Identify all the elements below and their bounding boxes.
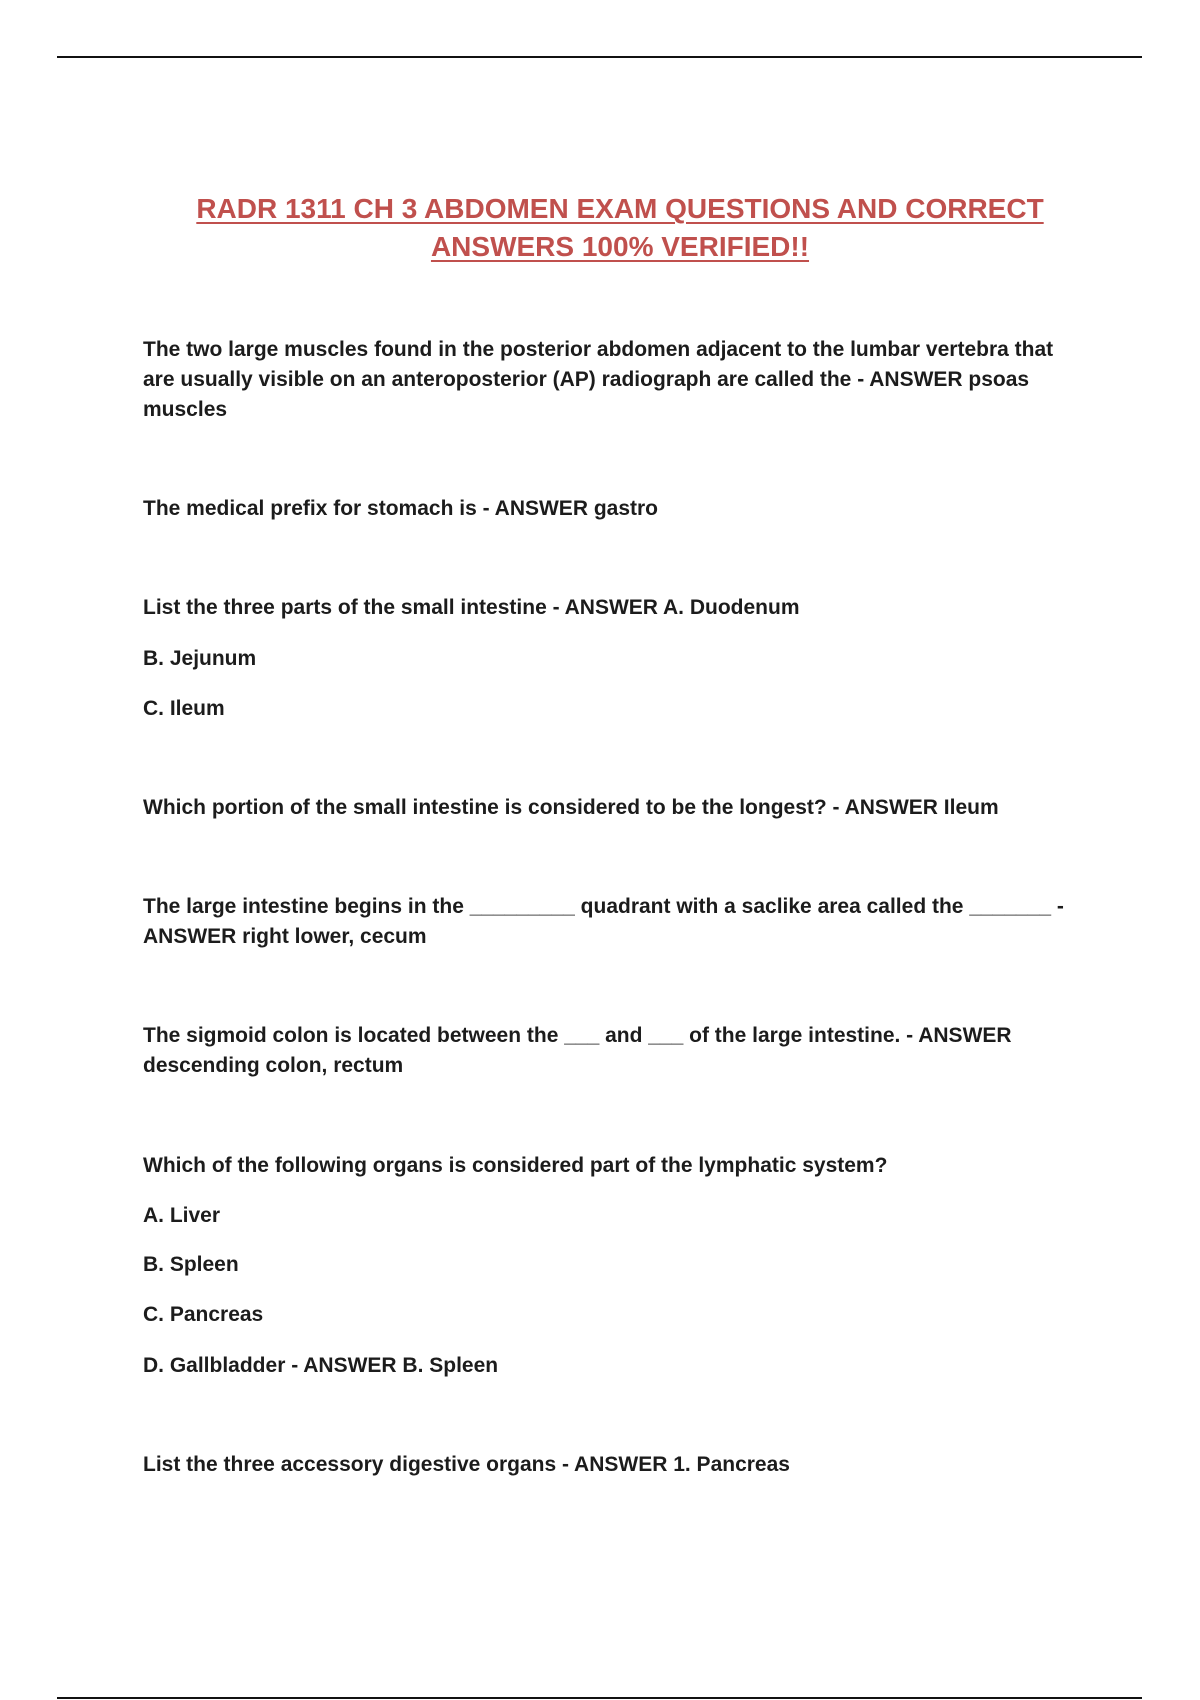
qa-lymphatic-question: Which of the following organs is considered part of the lymphatic system? (143, 1154, 888, 1177)
qa-large-intestine-begins: The large intestine begins in the _________ quadrant with a saclike area called the _______ - ANSWER right lower, cecum (143, 895, 1064, 948)
document-title (120, 190, 1120, 266)
qa-option-pancreas: C. Pancreas (143, 1303, 264, 1326)
qa-psoas: The two large muscles found in the posterior abdomen adjacent to the lumbar vertebra that are usually visible on an anteroposterior (AP) radiograph are called the - ANSWER psoas muscles (143, 338, 1054, 421)
qa-option-liver: A. Liver (143, 1204, 221, 1227)
qa-stomach-prefix: The medical prefix for stomach is - ANSWER gastro (143, 497, 658, 520)
top-rule (57, 56, 1142, 58)
qa-option-jejunum: B. Jejunum (143, 647, 257, 670)
qa-longest-portion: Which portion of the small intestine is considered to be the longest? - ANSWER Ileum (143, 796, 999, 819)
title-line-1: RADR 1311 CH 3 ABDOMEN EXAM QUESTIONS AND CORRECT (196, 193, 1044, 224)
qa-small-intestine-parts: List the three parts of the small intestine - ANSWER A. Duodenum (143, 596, 800, 619)
qa-accessory-organs: List the three accessory digestive organs - ANSWER 1. Pancreas (143, 1453, 790, 1476)
title-line-2: ANSWERS 100% VERIFIED!! (430, 231, 810, 262)
bottom-rule (57, 1697, 1142, 1699)
qa-option-gallbladder-answer: D. Gallbladder - ANSWER B. Spleen (143, 1354, 499, 1377)
qa-sigmoid-colon: The sigmoid colon is located between the ___ and ___ of the large intestine. - ANSWER descending colon, rectum (143, 1024, 1012, 1077)
qa-option-ileum: C. Ileum (143, 697, 225, 720)
qa-option-spleen: B. Spleen (143, 1253, 239, 1276)
